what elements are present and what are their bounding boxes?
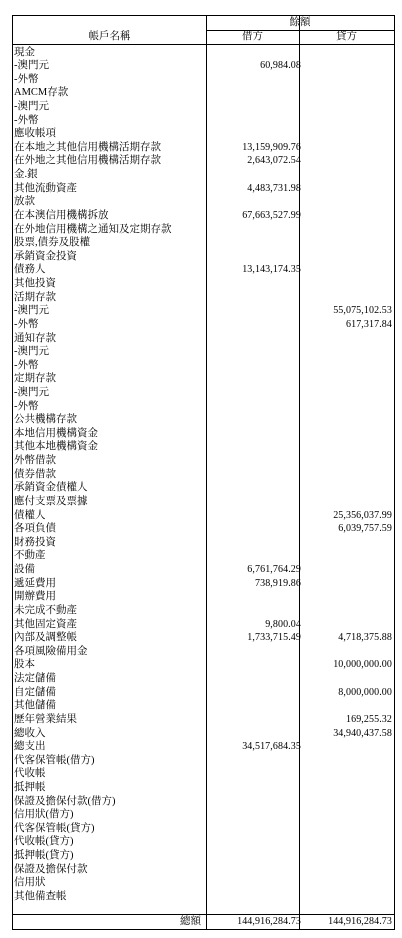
debit-amount: 9,800.04: [265, 618, 301, 630]
table-row: [13, 46, 394, 60]
account-name: 其他固定資產: [14, 618, 77, 630]
table-row: [13, 699, 394, 713]
table-row: [13, 250, 394, 264]
account-name: -澳門元: [14, 60, 49, 72]
account-name: 其他投資: [14, 278, 56, 290]
table-row: [13, 795, 394, 809]
account-name: 總收入: [14, 727, 46, 739]
account-name: -澳門元: [14, 100, 49, 112]
debit-amount: 60,984.08: [260, 60, 301, 72]
account-name: 債權人: [14, 509, 46, 521]
table-row: [13, 468, 394, 482]
table-row: [13, 495, 394, 509]
table-row: [13, 86, 394, 100]
table-row: [13, 386, 394, 400]
credit-amount: 34,940,437.58: [333, 727, 392, 739]
table-row: [13, 481, 394, 495]
account-name: 歷年營業結果: [14, 713, 77, 725]
account-name: -外幣: [14, 318, 39, 330]
account-name: 承銷資金債權人: [14, 482, 88, 494]
debit-amount: 6,761,764.29: [247, 564, 301, 576]
table-row: [13, 345, 394, 359]
account-name: 代客保管帳(貸方): [14, 822, 95, 834]
account-name: 抵押帳: [14, 781, 46, 793]
debit-amount: 2,643,072.54: [247, 155, 301, 167]
table-row: [13, 263, 394, 277]
credit-amount: 8,000,000.00: [338, 686, 392, 698]
table-row: [13, 808, 394, 822]
table-row: [13, 440, 394, 454]
table-row: [13, 658, 394, 672]
account-name-header: 帳戶名稱: [88, 31, 131, 42]
table-row: [13, 277, 394, 291]
table-row: [13, 509, 394, 523]
credit-header: 貸方: [336, 31, 357, 42]
table-row: [13, 672, 394, 686]
table-row: [13, 359, 394, 373]
account-name: 總支出: [14, 741, 46, 753]
debit-amount: 13,143,174.35: [242, 264, 301, 276]
table-row: [13, 604, 394, 618]
account-name: -澳門元: [14, 305, 49, 317]
account-name: 在外地信用機構之通知及定期存款: [14, 223, 172, 235]
account-name: 抵押帳(貸方): [14, 850, 74, 862]
table-row: [13, 223, 394, 237]
account-name: 其他流動資產: [14, 182, 77, 194]
account-name: 信用狀: [14, 877, 46, 889]
table-row: [13, 59, 394, 73]
account-name: 活期存款: [14, 291, 56, 303]
account-name: 自定儲備: [14, 686, 56, 698]
table-row: [13, 822, 394, 836]
account-name: -澳門元: [14, 346, 49, 358]
account-name: 股本: [14, 659, 35, 671]
table-row: [13, 876, 394, 890]
table-row: [13, 141, 394, 155]
account-name: 信用狀(借方): [14, 809, 74, 821]
table-row: [13, 590, 394, 604]
account-name: 定期存款: [14, 373, 56, 385]
table-row: [13, 849, 394, 863]
debit-amount: 738,919.86: [255, 577, 301, 589]
account-name: 法定儲備: [14, 673, 56, 685]
account-name: 金.銀: [14, 169, 38, 181]
account-name: -澳門元: [14, 387, 49, 398]
total-debit: 144,916,284.73: [237, 916, 301, 927]
account-name: 各項風險備用金: [14, 645, 88, 657]
account-name: 代客保管帳(借方): [14, 754, 95, 766]
account-name: 不動產: [14, 550, 46, 562]
account-name: 財務投資: [14, 536, 56, 548]
table-row: [13, 536, 394, 550]
account-name: 在本澳信用機構拆放: [14, 209, 109, 221]
account-name: -外幣: [14, 359, 39, 371]
table-row: [13, 645, 394, 659]
table-row: [13, 318, 394, 332]
table-row: [13, 767, 394, 781]
account-name: -外幣: [14, 73, 39, 85]
account-name: 其他本地機構資金: [14, 441, 98, 453]
account-name: 在本地之其他信用機構活期存款: [14, 141, 161, 153]
table-row: [13, 727, 394, 741]
account-name: 其他備查帳: [14, 890, 67, 902]
table-row: [13, 209, 394, 223]
table-row: [13, 863, 394, 877]
credit-amount: 25,356,037.99: [333, 509, 392, 521]
account-name: 公共機構存款: [14, 414, 77, 426]
debit-amount: 34,517,684.35: [242, 741, 301, 753]
table-row: [13, 713, 394, 727]
table-row: [13, 168, 394, 182]
table-row: [13, 563, 394, 577]
debit-amount: 1,733,715.49: [247, 632, 301, 644]
table-row: [13, 332, 394, 346]
account-name: 設備: [14, 564, 35, 576]
account-name: 各項負債: [14, 523, 56, 535]
table-row: [13, 413, 394, 427]
table-row: [13, 631, 394, 645]
account-name: -外幣: [14, 400, 39, 412]
account-name: 通知存款: [14, 332, 56, 344]
account-name: 保證及擔保付款(借方): [14, 795, 116, 807]
table-row: [13, 522, 394, 536]
table-row: [13, 73, 394, 87]
table-row: [13, 686, 394, 700]
table-row: [13, 781, 394, 795]
table-row: [13, 100, 394, 114]
table-row: [13, 182, 394, 196]
account-name: 未完成不動產: [14, 604, 77, 616]
table-row: [13, 195, 394, 209]
account-name: 承銷資金投資: [14, 250, 77, 262]
account-name: 應收帳項: [14, 128, 56, 140]
credit-amount: 55,075,102.53: [333, 305, 392, 317]
account-name: 本地信用機構資金: [14, 427, 98, 439]
account-name: 遞延費用: [14, 577, 56, 589]
account-name: 保證及擔保付款: [14, 863, 88, 875]
table-row: [13, 427, 394, 441]
balance-header: 餘額: [289, 17, 311, 28]
account-name: -外幣: [14, 114, 39, 126]
table-row: [13, 454, 394, 468]
account-name: 內部及調整帳: [14, 632, 77, 644]
account-name: 在外地之其他信用機構活期存款: [14, 155, 161, 167]
table-row: [13, 577, 394, 591]
table-row: [13, 754, 394, 768]
table-row: [13, 372, 394, 386]
debit-amount: 13,159,909.76: [242, 141, 301, 153]
credit-amount: 169,255.32: [346, 713, 392, 725]
table-row: [13, 127, 394, 141]
account-name: 外幣借款: [14, 455, 56, 467]
account-name: 代收帳: [14, 768, 46, 780]
account-name: 代收帳(貸方): [14, 836, 74, 848]
debit-amount: 67,663,527.99: [242, 209, 301, 221]
credit-amount: 10,000,000.00: [333, 659, 392, 671]
credit-amount: 6,039,757.59: [338, 523, 392, 535]
account-name: 開辦費用: [14, 591, 56, 603]
total-label: 總額: [180, 916, 201, 927]
table-row: [13, 114, 394, 128]
table-row: [13, 304, 394, 318]
account-name: 債務人: [14, 264, 46, 276]
table-row: [13, 835, 394, 849]
total-row: [13, 915, 394, 929]
table-row: [13, 236, 394, 250]
table-row: [13, 740, 394, 754]
account-name: 應付支票及票據: [14, 495, 88, 507]
trial-balance-table: [12, 15, 395, 930]
table-row: [13, 400, 394, 414]
account-name: AMCM存款: [14, 87, 69, 99]
credit-amount: 617,317.84: [346, 318, 392, 330]
account-name: 其他儲備: [14, 700, 56, 712]
account-name: 現金: [14, 46, 35, 58]
debit-header: 借方: [242, 31, 263, 42]
account-name: 放款: [14, 196, 35, 208]
table-row: [13, 291, 394, 305]
account-name: 股票,債券及股權: [14, 237, 91, 249]
credit-amount: 4,718,375.88: [338, 632, 392, 644]
table-row: [13, 154, 394, 168]
account-name: 債券借款: [14, 468, 56, 480]
table-row: [13, 890, 394, 904]
total-credit: 144,916,284.73: [328, 916, 392, 927]
table-row: [13, 549, 394, 563]
debit-amount: 4,483,731.98: [247, 182, 301, 194]
table-row: [13, 618, 394, 632]
